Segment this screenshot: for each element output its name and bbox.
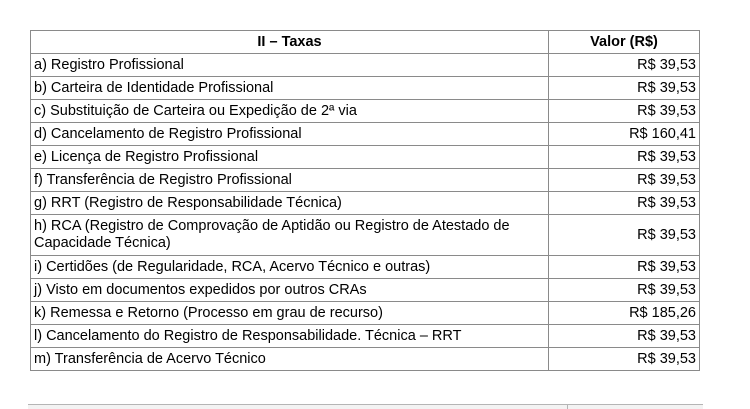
header-description: II – Taxas [31, 31, 549, 54]
fee-value: R$ 39,53 [549, 192, 700, 215]
fee-value: R$ 39,53 [549, 100, 700, 123]
fee-value: R$ 39,53 [549, 348, 700, 371]
fee-description: k) Remessa e Retorno (Processo em grau de recurso) [31, 302, 549, 325]
table-row [31, 279, 700, 302]
fee-description: d) Cancelamento de Registro Profissional [31, 123, 549, 146]
table-row [31, 192, 700, 215]
fee-value: R$ 39,53 [549, 54, 700, 77]
fees-table [30, 30, 700, 371]
fee-description: c) Substituição de Carteira ou Expedição de 2ª via [31, 100, 549, 123]
fee-description: h) RCA (Registro de Comprovação de Aptidão ou Registro de Atestado de Capacidade Técnica) [31, 215, 549, 256]
table-row [31, 302, 700, 325]
fee-description: e) Licença de Registro Profissional [31, 146, 549, 169]
table-row [31, 146, 700, 169]
fee-value: R$ 39,53 [549, 256, 700, 279]
fee-description: f) Transferência de Registro Profissional [31, 169, 549, 192]
table-row [31, 348, 700, 371]
fee-description: a) Registro Profissional [31, 54, 549, 77]
table-row [31, 215, 700, 256]
table-row [31, 77, 700, 100]
table-row [31, 54, 700, 77]
fee-description: l) Cancelamento do Registro de Responsabilidade. Técnica – RRT [31, 325, 549, 348]
table-header-row [31, 31, 700, 54]
table-row [31, 325, 700, 348]
fee-value: R$ 39,53 [549, 77, 700, 100]
fee-value: R$ 39,53 [549, 215, 700, 256]
fee-value: R$ 185,26 [549, 302, 700, 325]
next-table-top-edge [28, 404, 703, 409]
fee-value: R$ 160,41 [549, 123, 700, 146]
fee-value: R$ 39,53 [549, 325, 700, 348]
fee-value: R$ 39,53 [549, 169, 700, 192]
table-row [31, 256, 700, 279]
column-divider [567, 405, 568, 409]
fee-description: j) Visto em documentos expedidos por outros CRAs [31, 279, 549, 302]
fee-description: i) Certidões (de Regularidade, RCA, Acervo Técnico e outras) [31, 256, 549, 279]
header-value: Valor (R$) [549, 31, 700, 54]
fee-description: b) Carteira de Identidade Profissional [31, 77, 549, 100]
fee-value: R$ 39,53 [549, 146, 700, 169]
table-row [31, 123, 700, 146]
fee-description: m) Transferência de Acervo Técnico [31, 348, 549, 371]
fee-value: R$ 39,53 [549, 279, 700, 302]
fee-description: g) RRT (Registro de Responsabilidade Técnica) [31, 192, 549, 215]
table-row [31, 169, 700, 192]
table-row [31, 100, 700, 123]
